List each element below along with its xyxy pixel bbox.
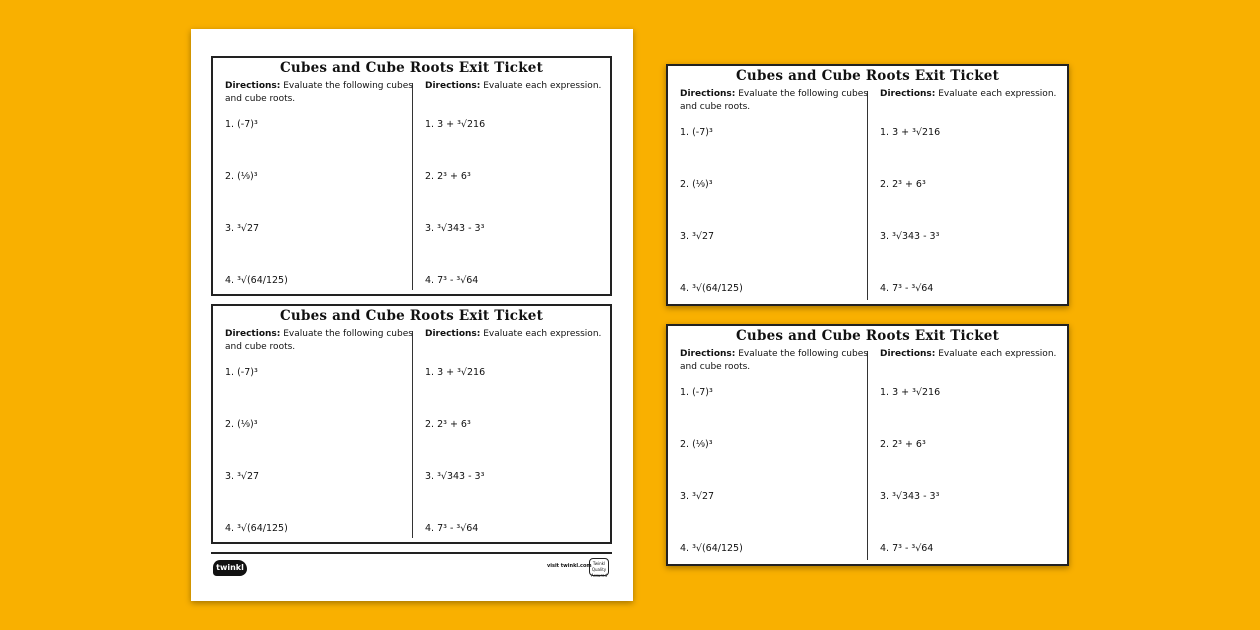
right-column [880, 88, 1070, 294]
ticket-title: Cubes and Cube Roots Exit Ticket [279, 308, 544, 324]
problem-item: 2. 2³ + 6³ [880, 179, 926, 190]
site-link: visit twinkl.com [547, 563, 592, 569]
directions-left [225, 328, 415, 354]
right-column [425, 80, 615, 286]
worksheet-page [191, 29, 633, 601]
quality-badge-icon: Twinkl Quality Assured [589, 558, 609, 576]
footer-divider [211, 552, 612, 554]
problem-item: 1. 3 + ³√216 [425, 367, 486, 378]
directions-text: Evaluate the following cubes and cube roots. [225, 81, 413, 104]
directions-text: Evaluate the following cubes and cube roots. [680, 349, 868, 372]
column-divider [412, 331, 413, 538]
directions-right [425, 80, 615, 93]
directions-label: Directions: [425, 81, 481, 91]
problem-item: 4. 7³ - ³√64 [425, 523, 479, 534]
directions-label: Directions: [680, 349, 736, 359]
directions-label: Directions: [225, 329, 281, 339]
problem-item: 1. (-7)³ [680, 387, 713, 398]
twinkl-logo: twinkl [213, 560, 247, 576]
problem-item: 2. (⅑)³ [680, 439, 713, 450]
ticket-title: Cubes and Cube Roots Exit Ticket [735, 328, 1000, 344]
problem-item: 2. (⅑)³ [225, 419, 258, 430]
problem-item: 4. ³√(64/125) [225, 523, 288, 534]
problem-item: 2. 2³ + 6³ [425, 419, 471, 430]
right-column [425, 328, 615, 534]
problem-item: 3. ³√343 - 3³ [425, 223, 485, 234]
exit-ticket-card [211, 56, 612, 296]
problem-item: 4. ³√(64/125) [225, 275, 288, 286]
exit-ticket-card [666, 64, 1069, 306]
directions-left [680, 88, 870, 114]
ticket-title: Cubes and Cube Roots Exit Ticket [735, 68, 1000, 84]
problem-item: 1. (-7)³ [680, 127, 713, 138]
problem-item: 4. ³√(64/125) [680, 283, 743, 294]
problem-item: 3. ³√343 - 3³ [880, 491, 940, 502]
problem-item: 4. ³√(64/125) [680, 543, 743, 554]
problem-item: 3. ³√27 [680, 231, 715, 242]
directions-text: Evaluate the following cubes and cube roots. [680, 89, 868, 112]
directions-right [880, 348, 1070, 361]
directions-text: Evaluate each expression. [480, 81, 602, 91]
problem-item: 2. 2³ + 6³ [425, 171, 471, 182]
directions-text: Evaluate the following cubes and cube roots. [225, 329, 413, 352]
exit-ticket-card [666, 324, 1069, 566]
problem-item: 1. 3 + ³√216 [425, 119, 486, 130]
problem-item: 4. 7³ - ³√64 [880, 283, 934, 294]
problem-item: 3. ³√27 [225, 471, 260, 482]
directions-left [225, 80, 415, 106]
problem-item: 4. 7³ - ³√64 [425, 275, 479, 286]
problem-item: 1. 3 + ³√216 [880, 387, 941, 398]
left-column [680, 348, 870, 554]
column-divider [867, 351, 868, 560]
problem-item: 3. ³√27 [680, 491, 715, 502]
exit-ticket-card [211, 304, 612, 544]
ticket-title: Cubes and Cube Roots Exit Ticket [279, 60, 544, 76]
column-divider [867, 91, 868, 300]
right-column [880, 348, 1070, 554]
problem-item: 2. (⅑)³ [680, 179, 713, 190]
problem-item: 1. (-7)³ [225, 119, 258, 130]
directions-right [880, 88, 1070, 101]
problem-item: 4. 7³ - ³√64 [880, 543, 934, 554]
directions-label: Directions: [425, 329, 481, 339]
directions-label: Directions: [880, 349, 936, 359]
directions-left [680, 348, 870, 374]
problem-item: 3. ³√343 - 3³ [425, 471, 485, 482]
left-column [225, 328, 415, 534]
problem-item: 3. ³√343 - 3³ [880, 231, 940, 242]
directions-text: Evaluate each expression. [480, 329, 602, 339]
directions-label: Directions: [680, 89, 736, 99]
column-divider [412, 83, 413, 290]
directions-text: Evaluate each expression. [935, 89, 1057, 99]
problem-item: 3. ³√27 [225, 223, 260, 234]
directions-label: Directions: [880, 89, 936, 99]
problem-item: 2. 2³ + 6³ [880, 439, 926, 450]
directions-right [425, 328, 615, 341]
left-column [225, 80, 415, 286]
directions-label: Directions: [225, 81, 281, 91]
left-column [680, 88, 870, 294]
problem-item: 1. (-7)³ [225, 367, 258, 378]
directions-text: Evaluate each expression. [935, 349, 1057, 359]
problem-item: 1. 3 + ³√216 [880, 127, 941, 138]
problem-item: 2. (⅑)³ [225, 171, 258, 182]
